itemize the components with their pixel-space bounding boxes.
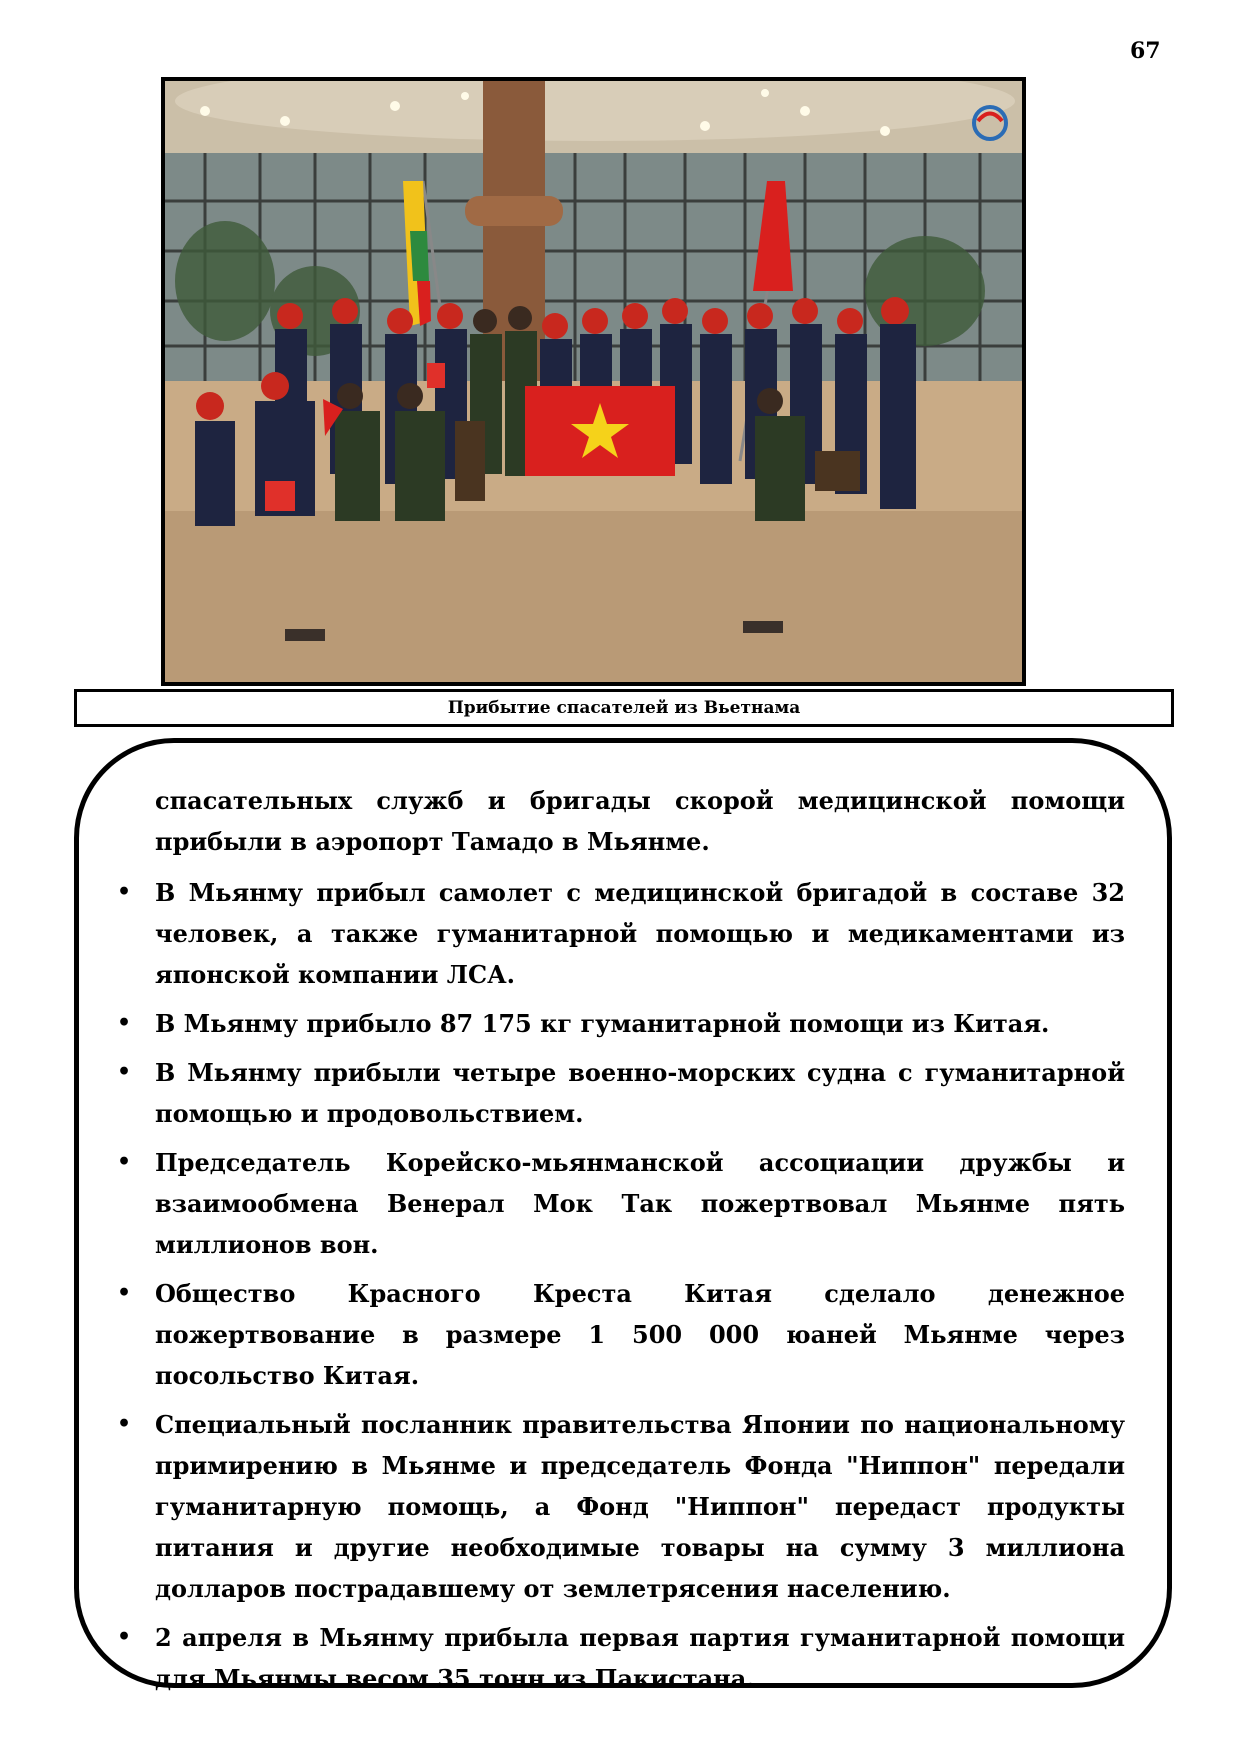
list-item-text: В Мьянму прибыло 87 175 кг гуманитарной помощи из Китая.	[155, 1009, 1050, 1038]
content-text	[117, 780, 1125, 1707]
aid-list	[117, 872, 1125, 1699]
list-item	[117, 1052, 1125, 1134]
list-item-text: 2 апреля в Мьянму прибыла первая партия гуманитарной помощи для Мьянмы весом 35 тонн из Пакистана.	[155, 1623, 1125, 1693]
list-item-text: В Мьянму прибыли четыре военно-морских судна с гуманитарной помощью и продовольствием.	[155, 1058, 1125, 1128]
list-item	[117, 1273, 1125, 1396]
list-item-text: В Мьянму прибыл самолет с медицинской бригадой в составе 32 человек, а также гуманитарной помощью и медикаментами из японской компании ЛСА.	[155, 878, 1125, 989]
photo-illustration	[165, 81, 1022, 682]
page-number: 67	[1130, 38, 1161, 64]
bullet-icon: •	[117, 1411, 132, 1437]
list-item	[117, 1003, 1125, 1044]
list-item-text: Специальный посланник правительства Японии по национальному примирению в Мьянме и председатель Фонда "Ниппон" передали гуманитарную помощь, а Фонд "Ниппон" передаст продукты питания и другие необходимые товары на сумму 3 миллиона долларов пострадавшему от землетрясения населению.	[155, 1410, 1125, 1603]
list-item-text: Общество Красного Креста Китая сделало денежное пожертвование в размере 1 500 000 юаней Мьянме через посольство Китая.	[155, 1279, 1125, 1390]
list-item	[117, 1617, 1125, 1699]
bullet-icon: •	[117, 1059, 132, 1085]
bullet-icon: •	[117, 1624, 132, 1650]
bullet-icon: •	[117, 1010, 132, 1036]
bullet-icon: •	[117, 1149, 132, 1175]
list-item	[117, 1404, 1125, 1609]
list-item	[117, 872, 1125, 995]
photo-rescuers-arrival	[161, 77, 1026, 686]
bullet-icon: •	[117, 1280, 132, 1306]
list-item	[117, 1142, 1125, 1265]
intro-paragraph: спасательных служб и бригады скорой медицинской помощи прибыли в аэропорт Тамадо в Мьянме.	[155, 786, 1125, 856]
bullet-icon: •	[117, 879, 132, 905]
list-item-text: Председатель Корейско-мьянманской ассоциации дружбы и взаимообмена Венерал Мок Так пожертвовал Мьянме пять миллионов вон.	[155, 1148, 1125, 1259]
photo-caption: Прибытие спасателей из Вьетнама	[74, 689, 1174, 727]
